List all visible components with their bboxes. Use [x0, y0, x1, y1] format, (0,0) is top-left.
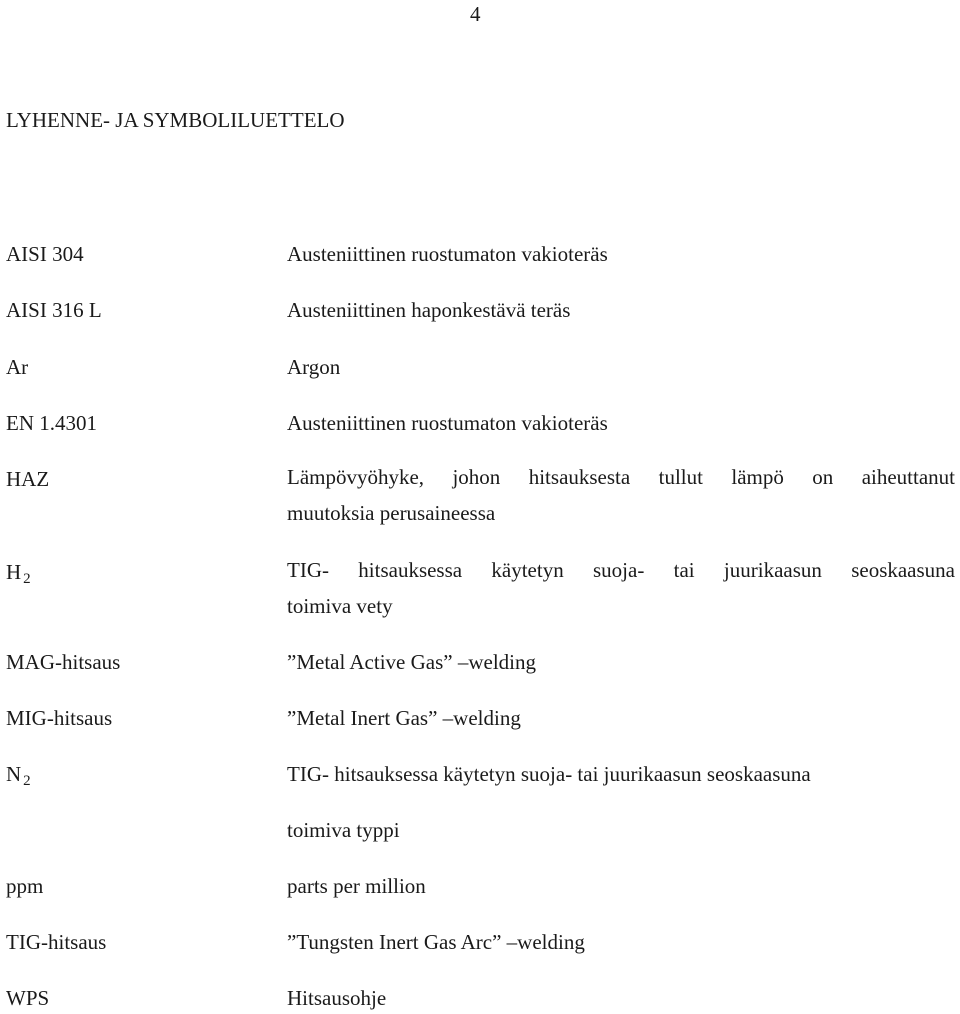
abbreviation: WPS	[6, 986, 50, 1010]
abbreviation: EN 1.4301	[6, 411, 97, 435]
abbreviation: AISI 304	[6, 242, 84, 266]
abbreviation: TIG-hitsaus	[6, 930, 107, 954]
abbreviation: AISI 316 L	[6, 298, 102, 322]
abbreviation: MIG-hitsaus	[6, 706, 113, 730]
definition: ”Metal Active Gas” –welding	[287, 650, 537, 674]
abbreviation	[6, 762, 31, 790]
definition: Argon	[287, 355, 341, 379]
definition: ”Tungsten Inert Gas Arc” –welding	[287, 930, 585, 954]
definition-line: Lämpövyöhyke, johon hitsauksesta tullut lämpö on aiheuttanut	[287, 465, 955, 489]
abbreviation-subscript: 2	[23, 571, 31, 587]
definition: parts per million	[287, 874, 426, 898]
definition-line: TIG- hitsauksessa käytetyn suoja- tai juurikaasun seoskaasuna	[287, 762, 811, 786]
definition: ”Metal Inert Gas” –welding	[287, 706, 521, 730]
definition	[287, 552, 955, 624]
definition: Hitsausohje	[287, 986, 387, 1010]
definition: Austeniittinen ruostumaton vakioteräs	[287, 411, 608, 435]
definition: Austeniittinen ruostumaton vakioteräs	[287, 242, 608, 266]
abbreviation-subscript: 2	[23, 773, 31, 789]
definition: Austeniittinen haponkestävä teräs	[287, 298, 571, 322]
abbreviation: HAZ	[6, 467, 50, 491]
definition-line: TIG- hitsauksessa käytetyn suoja- tai juurikaasun seoskaasuna	[287, 558, 955, 582]
abbreviation-base: H	[6, 560, 22, 584]
definition-line: toimiva vety	[287, 594, 393, 618]
abbreviation: MAG-hitsaus	[6, 650, 121, 674]
definition	[287, 459, 955, 531]
abbreviation: ppm	[6, 874, 44, 898]
abbreviation: Ar	[6, 355, 29, 379]
definition-line: muutoksia perusaineessa	[287, 501, 496, 525]
definition-line: toimiva typpi	[287, 818, 400, 842]
abbreviation	[6, 560, 31, 588]
abbreviation-base: N	[6, 762, 22, 786]
page-heading: LYHENNE- JA SYMBOLILUETTELO	[6, 108, 345, 132]
page-number: 4	[470, 2, 481, 26]
